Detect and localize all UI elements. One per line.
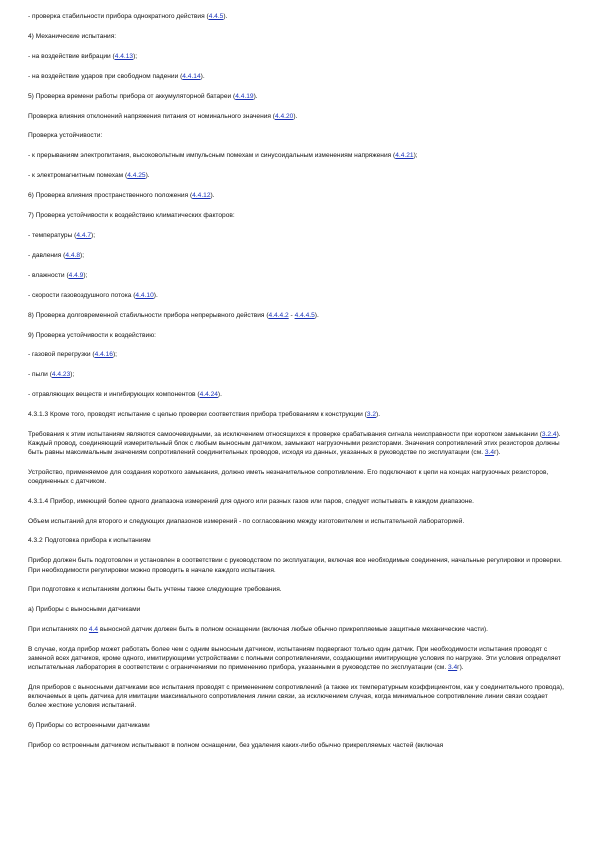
paragraph-text: Прибор со встроенным датчиком испытывают в полном оснащении, без удаления каких-либо обычно прикрепляемых частей (включая (28, 741, 444, 749)
paragraph-text: 8) Проверка долговременной стабильности прибора непрерывного действия ( (28, 311, 269, 319)
clause-reference-link[interactable]: 4.4 (88, 626, 99, 634)
paragraph-text: выносной датчик должен быть в полном оснащении (включая любые обычно прикрепляемые защитные механические части). (98, 626, 488, 634)
paragraph (28, 171, 568, 180)
paragraph-text: Устройство, применяемое для создания короткого замыкания, должно иметь незначительное сопротивление. Его подключают к цепи на концах нагрузочных резисторов, соединенных с датчиком. (28, 469, 549, 486)
paragraph-text: ). (293, 112, 298, 120)
paragraph-text: ); (413, 152, 418, 160)
paragraph-text: - пыли ( (28, 371, 52, 379)
paragraph-text: ). (153, 291, 158, 299)
paragraph (28, 211, 568, 220)
paragraph-text: Объем испытаний для второго и следующих диапазонов измерений - по согласованию между изготовителем и испытательной лабораторией. (28, 517, 465, 525)
clause-reference-link[interactable]: 4.4.9 (68, 271, 84, 279)
paragraph-text: б) Приборы со встроенными датчиками (28, 722, 150, 729)
paragraph-text: ); (91, 231, 96, 239)
paragraph-text: 4.3.1.3 Кроме того, проводят испытание с целью проверки соответствия прибора требованиям к конструкции ( (28, 411, 367, 419)
paragraph-text: - проверка стабильности прибора однократного действия ( (28, 13, 209, 20)
paragraph-text: ). (217, 391, 222, 399)
clause-reference-link[interactable]: 4.4.25 (127, 172, 146, 180)
paragraph-text: - к электромагнитным помехам ( (28, 172, 128, 180)
clause-reference-link[interactable]: 3.4 (484, 449, 495, 457)
paragraph (28, 741, 568, 750)
paragraph (28, 350, 568, 359)
paragraph (28, 131, 568, 140)
paragraph-text: г). (457, 664, 464, 672)
paragraph-text: ). (200, 72, 205, 80)
paragraph-text: ); (80, 251, 85, 259)
paragraph (28, 151, 568, 160)
paragraph-text: - влажности ( (28, 271, 69, 279)
clause-reference-link[interactable]: 4.4.7 (76, 231, 92, 239)
paragraph-text: ). (223, 13, 228, 20)
paragraph-text: Прибор должен быть подготовлен и установлен в соответствии с руководством по эксплуатации, включая все необходимые соединения, начальные регулировки и проверки. При необходимости регулировки можно проводить в начале каждого испытания. (28, 557, 562, 574)
paragraph (28, 52, 568, 61)
paragraph-text: ); (112, 351, 117, 359)
clause-reference-link[interactable]: 4.4.14 (182, 72, 201, 80)
paragraph-text: - на воздействие ударов при свободном падении ( (28, 72, 183, 80)
clause-reference-link[interactable]: 4.4.12 (192, 192, 211, 200)
paragraph-text: 5) Проверка времени работы прибора от аккумуляторной батареи ( (28, 92, 236, 100)
paragraph-text: а) Приборы с выносными датчиками (28, 606, 141, 614)
clause-reference-link[interactable]: 4.4.13 (114, 52, 134, 60)
paragraph (28, 625, 568, 634)
clause-reference-link[interactable]: 4.4.8 (65, 251, 81, 259)
paragraph (28, 311, 568, 320)
paragraph-text: г). (494, 449, 501, 457)
paragraph-text: - давления ( (28, 251, 66, 259)
paragraph-text: 4.3.2 Подготовка прибора к испытаниям (28, 537, 151, 545)
paragraph-text: ). (376, 411, 381, 419)
paragraph (28, 721, 568, 730)
paragraph-text: 4) Механические испытания: (28, 32, 117, 40)
clause-reference-link[interactable]: 3.2.4 (541, 431, 557, 439)
paragraph-text: Для приборов с выносными датчиками все испытания проводят с применением сопротивлений (а также их температурным коэффициентом, как у соединительного провода), включаемых в цепь датчика для имитации максимального сопротивления линии связи, за исключением случая, когда минимальное сопротивление линии связи создает более жесткие условия испытаний. (28, 683, 564, 710)
paragraph-text: 9) Проверка устойчивости к воздействию: (28, 331, 157, 339)
clause-reference-link[interactable]: 4.4.4.2 (268, 311, 289, 319)
paragraph-text: - на воздействие вибрации ( (28, 52, 115, 60)
clause-reference-link[interactable]: 4.4.21 (395, 152, 414, 160)
paragraph-text: ); (83, 271, 88, 279)
clause-reference-link[interactable]: 4.4.10 (135, 291, 154, 299)
paragraph (28, 291, 568, 300)
paragraph (28, 231, 568, 240)
paragraph-text: ). (253, 92, 258, 100)
paragraph (28, 72, 568, 81)
paragraph-text: - температуры ( (28, 231, 77, 239)
paragraph (28, 497, 568, 506)
paragraph (28, 112, 568, 121)
clause-reference-link[interactable]: 4.4.4.5 (294, 311, 315, 319)
paragraph-text: ); (70, 371, 75, 379)
paragraph-text: 7) Проверка устойчивости к воздействию климатических факторов: (28, 212, 235, 220)
paragraph (28, 536, 568, 545)
paragraph (28, 390, 568, 399)
paragraph (28, 92, 568, 101)
paragraph (28, 191, 568, 200)
paragraph (28, 331, 568, 340)
paragraph (28, 585, 568, 594)
clause-reference-link[interactable]: 3.4 (448, 664, 458, 672)
paragraph (28, 410, 568, 419)
paragraph-text: - к прерываниям электропитания, высоковольтным импульсным помехам и синусоидальным изменениям напряжения ( (28, 152, 396, 160)
paragraph-text: 4.3.1.4 Прибор, имеющий более одного диапазона измерений для одного или разных газов или паров, следует испытывать в каждом диапазоне. (28, 498, 474, 506)
paragraph-text: - скорости газовоздушного потока ( (28, 291, 136, 299)
paragraph-text: ); (133, 52, 138, 60)
clause-reference-link[interactable]: 4.4.20 (275, 112, 294, 120)
clause-reference-link[interactable]: 4.4.5 (208, 13, 224, 20)
paragraph (28, 430, 568, 458)
paragraph-text: Проверка устойчивости: (28, 132, 103, 140)
paragraph (28, 32, 568, 41)
paragraph-text: ). Каждый провод, соединяющий измерительный блок с любым выносным датчиком, замыкают нагрузочными резисторами. Значения сопротивлений этих резисторов должны быть равны максимальным значениям сопротивлений соединительных проводов, исходя из данных, указанных в руководстве по эксплуатации (см. (28, 431, 561, 457)
paragraph (28, 556, 568, 574)
paragraph (28, 683, 568, 711)
clause-reference-link[interactable]: 4.4.24 (199, 391, 218, 399)
paragraph-text: При подготовке к испытаниям должны быть учтены также следующие требования. (28, 586, 282, 594)
clause-reference-link[interactable]: 4.4.23 (51, 371, 71, 379)
paragraph-text: - отравляющих веществ и ингибирующих компонентов ( (28, 391, 200, 399)
paragraph (28, 12, 568, 21)
clause-reference-link[interactable]: 4.4.16 (94, 351, 113, 359)
paragraph (28, 271, 568, 280)
paragraph-text: ). (210, 192, 215, 200)
paragraph-text: - газовой перегрузки ( (28, 351, 95, 359)
paragraph (28, 645, 568, 673)
paragraph-text: Проверка влияния отклонений напряжения питания от номинального значения ( (28, 112, 275, 120)
paragraph (28, 468, 568, 486)
paragraph-text: ). (145, 172, 150, 180)
document-body (28, 12, 568, 761)
clause-reference-link[interactable]: 4.4.19 (235, 92, 254, 100)
paragraph-text: В случае, когда прибор может работать более чем с одним выносным датчиком, испытаниям подвергают только один датчик. При необходимости испытания проводят с заменой всех датчиков, кроме одного, имитирующими устройствами с полными сопротивлениями, создающими имитирующие условия по нагрузке. Эти условия определяет испытательная лаборатория в соответствии с ограничениями по применению прибора, указанными в руководстве по эксплуатации (см. (28, 645, 561, 672)
paragraph-text: При испытаниях по (28, 626, 89, 634)
paragraph-text: - (288, 311, 295, 319)
paragraph-text: ). (314, 311, 319, 319)
paragraph (28, 605, 568, 614)
paragraph (28, 517, 568, 526)
paragraph-text: Требования к этим испытаниям являются самоочевидными, за исключением относящихся к проверке срабатывания сигнала неисправности при коротком замыкании ( (28, 431, 542, 439)
paragraph-text: 6) Проверка влияния пространственного положения ( (28, 192, 193, 200)
clause-reference-link[interactable]: 3.2 (366, 411, 377, 419)
paragraph (28, 370, 568, 379)
paragraph (28, 251, 568, 260)
